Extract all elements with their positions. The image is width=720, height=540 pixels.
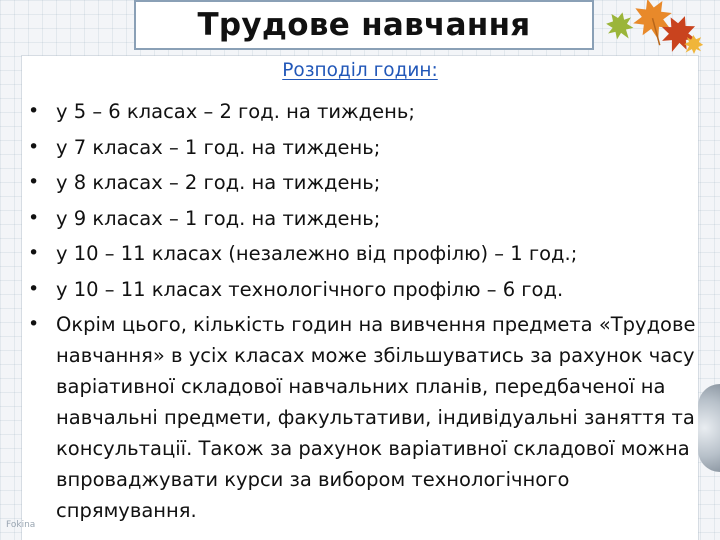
hours-list — [28, 96, 704, 526]
list-item-text: у 5 – 6 класах – 2 год. на тиждень; — [56, 100, 415, 123]
list-item — [28, 238, 704, 274]
title-box — [134, 0, 594, 50]
list-item-text: у 9 класах – 1 год. на тиждень; — [56, 206, 381, 230]
subtitle: Розподіл годин: — [282, 60, 438, 81]
list-item-text: у 10 – 11 класах технологічного профілю – 6 год. — [56, 277, 564, 301]
bullet-icon: • — [28, 100, 40, 122]
bullet-icon: • — [28, 242, 40, 264]
list-item-text: у 8 класах – 2 год. на тиждень; — [56, 171, 381, 194]
bullet-icon: • — [28, 277, 40, 300]
list-item — [28, 274, 704, 310]
page-title: Трудове навчання — [197, 7, 531, 43]
bullet-icon: • — [28, 206, 40, 229]
autumn-leaves-icon — [598, 0, 720, 60]
bullet-icon: • — [28, 171, 40, 193]
list-item — [28, 203, 704, 239]
list-item — [28, 309, 704, 526]
list-item-text: Окрім цього, кількість годин на вивчення предмета «Трудове навчання» в усіх класах може збільшуватись за рахунок часу варіативної складової навчальних планів, передбаченої на навчальні предмети, факультативи, індивідуальні заняття та консультації. Також за рахунок варіативної складової можна впроваджувати курси за вибором технологічного спрямування. — [56, 313, 696, 522]
list-item — [28, 132, 704, 168]
list-item-text: у 10 – 11 класах (незалежно від профілю) – 1 год.; — [56, 242, 578, 265]
footer-watermark: Fokina — [6, 520, 36, 530]
list-item — [28, 167, 704, 203]
bullet-icon: • — [28, 135, 40, 158]
list-item-text: у 7 класах – 1 год. на тиждень; — [56, 135, 381, 159]
list-item — [28, 96, 704, 132]
bullet-icon: • — [28, 313, 40, 335]
